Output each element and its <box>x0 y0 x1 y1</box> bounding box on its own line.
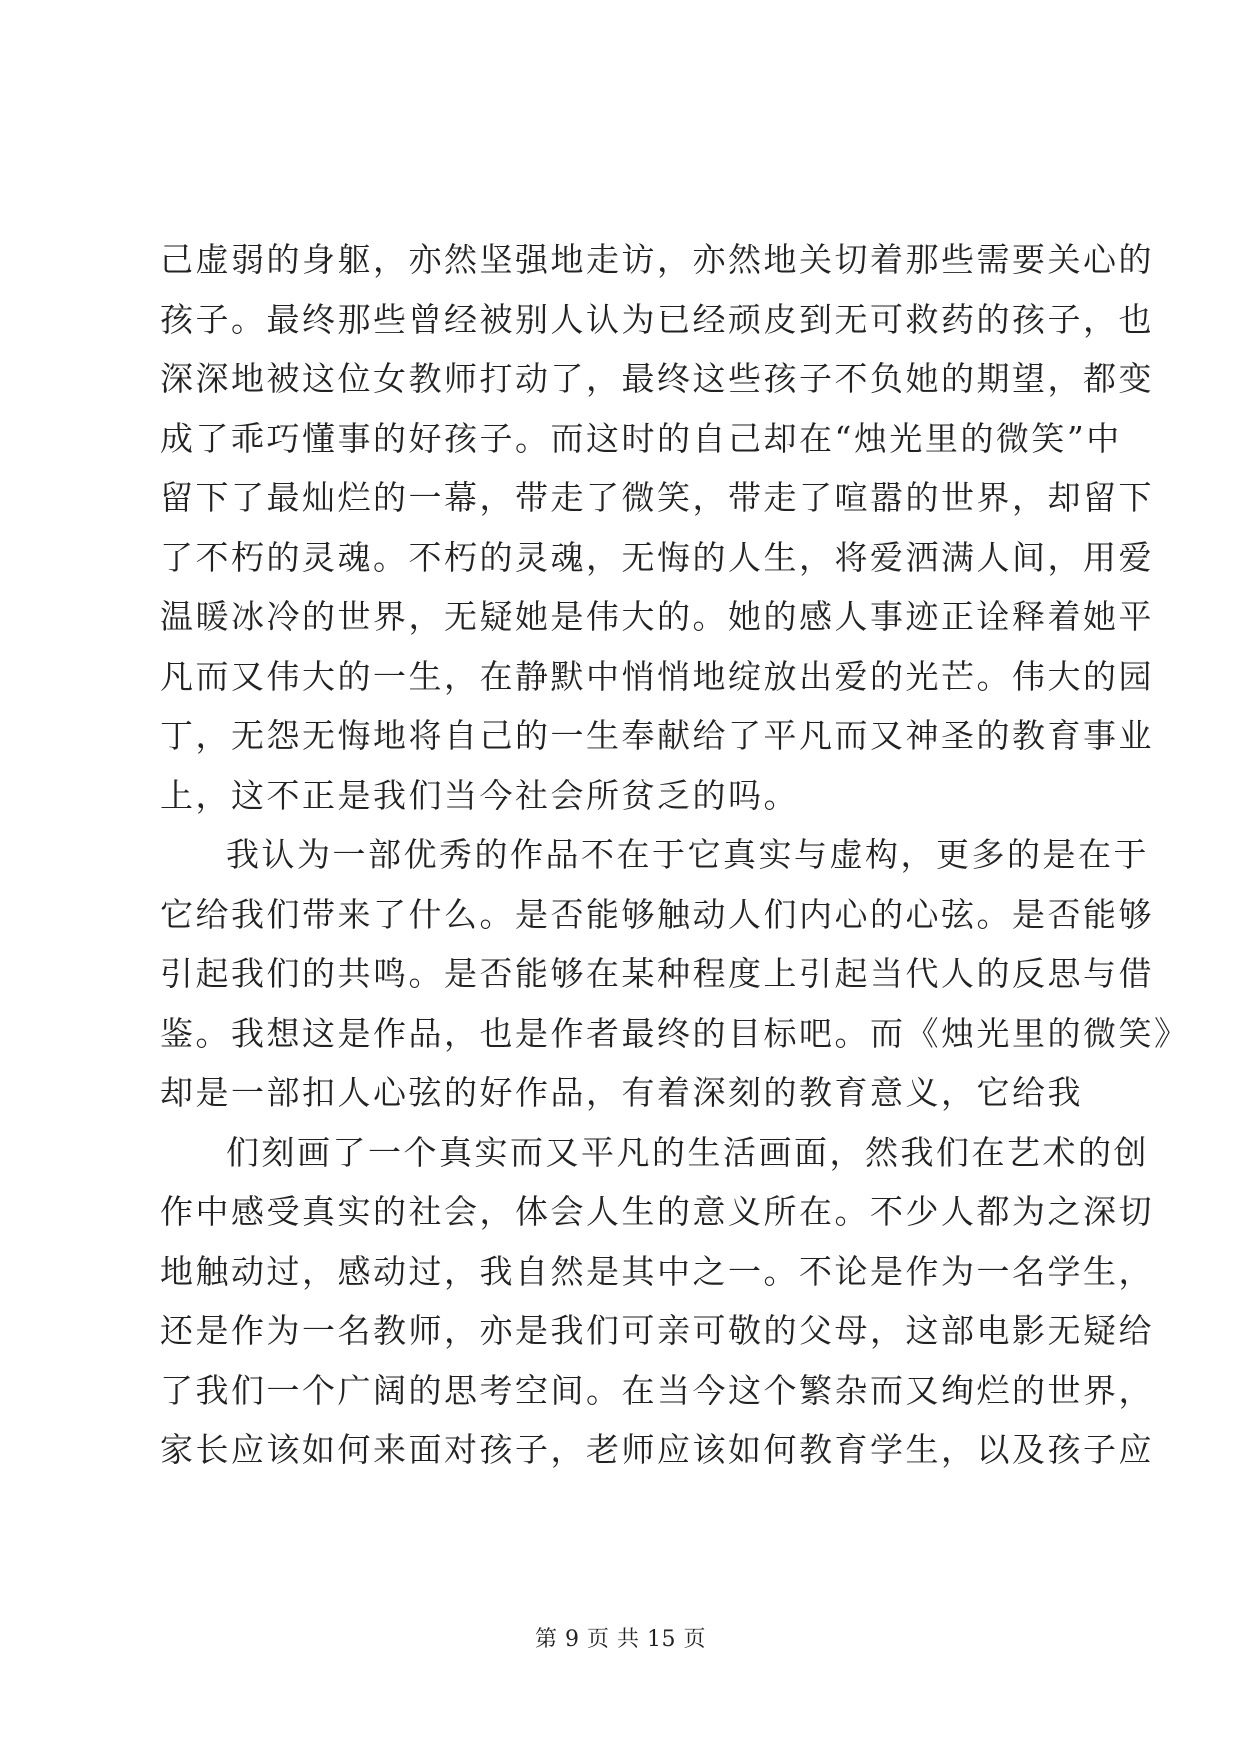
body-text <box>160 230 1190 1480</box>
text-line: 引起我们的共鸣。是否能够在某种程度上引起当代人的反思与借 <box>160 954 1154 993</box>
text-line: 却是一部扣人心弦的好作品，有着深刻的教育意义，它给我 <box>160 1073 1083 1112</box>
text-line: 还是作为一名教师，亦是我们可亲可敬的父母，这部电影无疑给 <box>160 1311 1154 1350</box>
text-line: 作中感受真实的社会，体会人生的意义所在。不少人都为之深切 <box>160 1192 1154 1231</box>
text-line: 上，这不正是我们当今社会所贫乏的吗。 <box>160 775 799 815</box>
text-line: 成了乖巧懂事的好孩子。而这时的自己却在“烛光里的微笑”中 <box>160 418 1122 458</box>
text-line: 留下了最灿烂的一幕，带走了微笑，带走了喧嚣的世界，却留下 <box>160 478 1154 517</box>
text-line: 它给我们带来了什么。是否能够触动人们内心的心弦。是否能够 <box>160 894 1154 934</box>
text-line: 了我们一个广阔的思考空间。在当今这个繁杂而又绚烂的世界， <box>160 1370 1154 1410</box>
text-line: 地触动过，感动过，我自然是其中之一。不论是作为一名学生， <box>160 1251 1154 1291</box>
text-line: 丁，无怨无悔地将自己的一生奉献给了平凡而又神圣的教育事业 <box>160 716 1154 755</box>
text-line: 我认为一部优秀的作品不在于它真实与虚构，更多的是在于 <box>226 835 1149 874</box>
text-line: 己虚弱的身躯，亦然坚强地走访，亦然地关切着那些需要关心的 <box>160 240 1154 279</box>
text-line: 了不朽的灵魂。不朽的灵魂，无悔的人生，将爱洒满人间，用爱 <box>160 537 1154 577</box>
text-line: 凡而又伟大的一生，在静默中悄悄地绽放出爱的光芒。伟大的园 <box>160 656 1154 696</box>
text-line: 深深地被这位女教师打动了，最终这些孩子不负她的期望，都变 <box>160 359 1154 398</box>
page-number-footer: 第 9 页 共 15 页 <box>535 1627 706 1652</box>
text-line: 温暖冰冷的世界，无疑她是伟大的。她的感人事迹正诠释着她平 <box>160 597 1154 636</box>
text-line: 家长应该如何来面对孩子，老师应该如何教育学生，以及孩子应 <box>160 1430 1154 1469</box>
text-line: 孩子。最终那些曾经被别人认为已经顽皮到无可救药的孩子，也 <box>160 299 1154 339</box>
text-line: 们刻画了一个真实而又平凡的生活画面，然我们在艺术的创 <box>226 1132 1149 1172</box>
text-line: 鉴。我想这是作品，也是作者最终的目标吧。而《烛光里的微笑》 <box>160 1013 1190 1053</box>
